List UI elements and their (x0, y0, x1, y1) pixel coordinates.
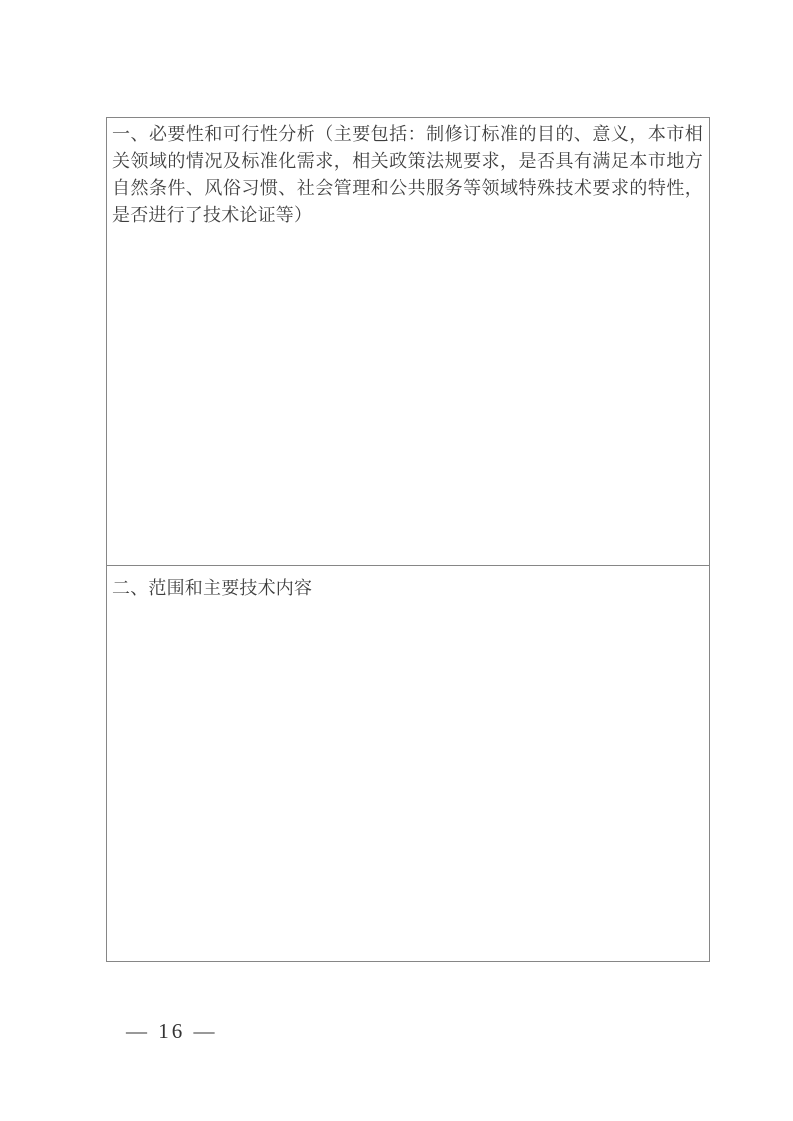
page-number: — 16 — (126, 1019, 218, 1043)
section-scope-technical-content-title: 二、范围和主要技术内容 (112, 578, 313, 598)
form-table (106, 117, 710, 962)
section-necessity-feasibility-cell (107, 118, 709, 566)
section-scope-technical-content-cell (107, 566, 709, 961)
section-necessity-feasibility-title: 一、必要性和可行性分析（主要包括：制修订标准的目的、意义，本市相关领域的情况及标准化需求，相关政策法规要求，是否具有满足本市地方自然条件、风俗习惯、社会管理和公共服务等领域特殊技术要求的特性，是否进行了技术论证等） (112, 124, 703, 225)
